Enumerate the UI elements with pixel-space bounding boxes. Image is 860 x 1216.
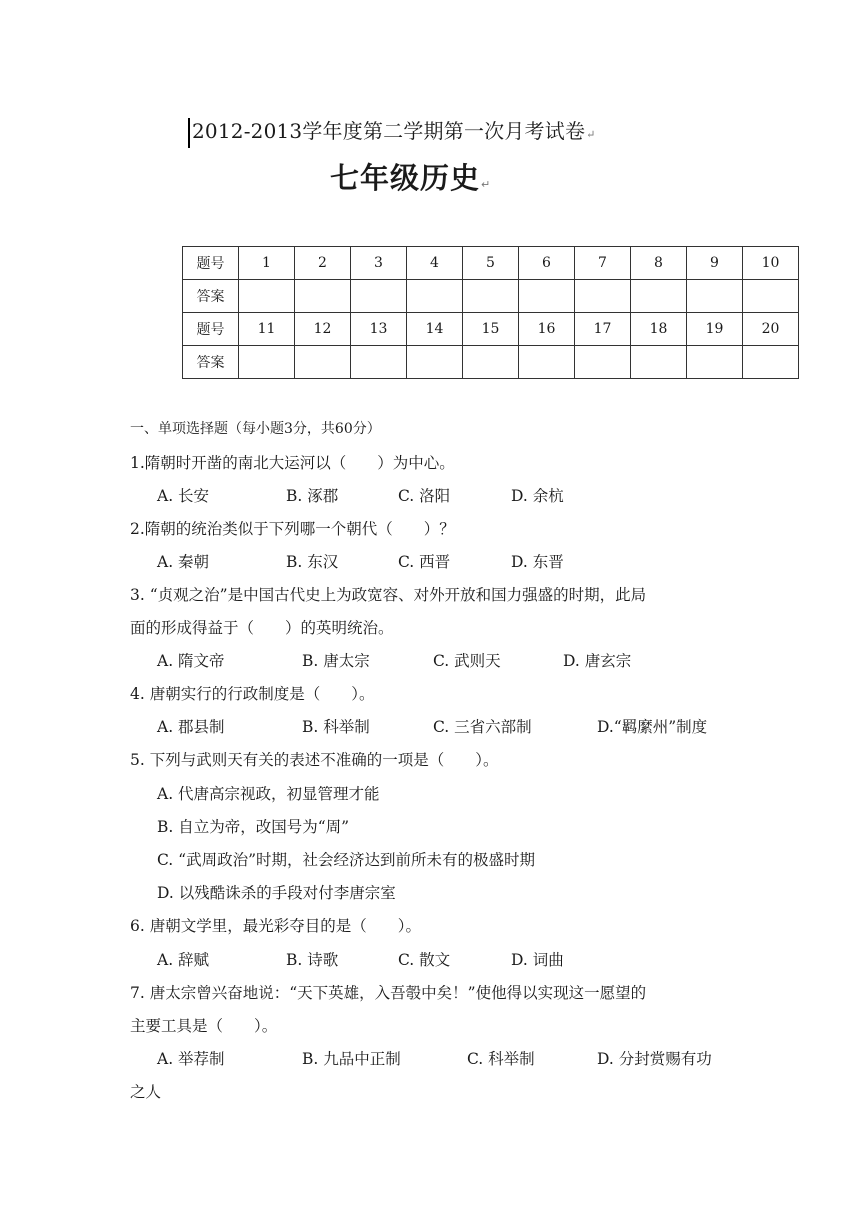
question-4: 4. 唐朝实行的行政制度是（ ）。 — [130, 685, 375, 703]
row-label-number: 题号 — [183, 247, 239, 280]
q5-option-d: D. 以残酷诛杀的手段对付李唐宗室 — [157, 884, 396, 902]
answer-cell[interactable] — [743, 346, 799, 379]
question-6: 6. 唐朝文学里，最光彩夺目的是（ ）。 — [130, 917, 421, 935]
q5-option-a: A. 代唐高宗视政，初显管理才能 — [157, 785, 380, 803]
exam-title — [188, 118, 596, 148]
answer-cell[interactable] — [295, 280, 351, 313]
q7-option-d: D. 分封赏赐有功 — [597, 1050, 712, 1068]
question-number-cell: 19 — [687, 313, 743, 346]
row-label-answer: 答案 — [183, 280, 239, 313]
question-1: 1.隋朝时开凿的南北大运河以（ ）为中心。 — [130, 454, 455, 472]
question-number-cell: 13 — [351, 313, 407, 346]
q3-option-a: A. 隋文帝 — [157, 652, 225, 670]
answer-cell[interactable] — [631, 346, 687, 379]
question-number-cell: 2 — [295, 247, 351, 280]
answer-cell[interactable] — [519, 346, 575, 379]
q7-option-d-continuation: 之人 — [130, 1083, 162, 1101]
answer-cell[interactable] — [687, 346, 743, 379]
answer-cell[interactable] — [239, 346, 295, 379]
answer-cell[interactable] — [463, 346, 519, 379]
q2-option-d: D. 东晋 — [511, 553, 564, 571]
answer-table — [182, 246, 799, 379]
answer-cell[interactable] — [631, 280, 687, 313]
question-number-cell: 15 — [463, 313, 519, 346]
q3-option-c: C. 武则天 — [433, 652, 501, 670]
q6-option-d: D. 词曲 — [511, 951, 564, 969]
question-3-line-2: 面的形成得益于（ ）的英明统治。 — [130, 619, 394, 637]
answer-cell[interactable] — [351, 280, 407, 313]
question-number-cell: 12 — [295, 313, 351, 346]
question-number-cell: 1 — [239, 247, 295, 280]
q7-option-b: B. 九品中正制 — [302, 1050, 401, 1068]
section-heading: 一、单项选择题（每小题3分，共60分） — [130, 421, 381, 437]
question-number-cell: 8 — [631, 247, 687, 280]
q6-option-c: C. 散文 — [398, 951, 451, 969]
paragraph-mark-icon: ↵ — [481, 178, 492, 191]
q5-option-b: B. 自立为帝，改国号为“周” — [157, 818, 350, 836]
q1-option-d: D. 余杭 — [511, 487, 564, 505]
q3-option-b: B. 唐太宗 — [302, 652, 370, 670]
q1-option-b: B. 涿郡 — [286, 487, 339, 505]
answer-table-answer-row — [183, 346, 799, 379]
question-number-cell: 17 — [575, 313, 631, 346]
question-number-cell: 4 — [407, 247, 463, 280]
question-number-cell: 16 — [519, 313, 575, 346]
question-number-cell: 10 — [743, 247, 799, 280]
q4-option-b: B. 科举制 — [302, 718, 370, 736]
answer-cell[interactable] — [575, 346, 631, 379]
subject-title — [330, 158, 491, 205]
question-number-cell: 14 — [407, 313, 463, 346]
answer-cell[interactable] — [743, 280, 799, 313]
q3-option-d: D. 唐玄宗 — [563, 652, 632, 670]
row-label-answer: 答案 — [183, 346, 239, 379]
q4-option-a: A. 郡县制 — [157, 718, 225, 736]
q4-option-d: D.“羁縻州”制度 — [597, 718, 708, 736]
question-2: 2.隋朝的统治类似于下列哪一个朝代（ ）？ — [130, 520, 455, 538]
q2-option-a: A. 秦朝 — [157, 553, 210, 571]
question-number-cell: 11 — [239, 313, 295, 346]
answer-cell[interactable] — [295, 346, 351, 379]
q6-option-b: B. 诗歌 — [286, 951, 339, 969]
question-number-cell: 6 — [519, 247, 575, 280]
answer-cell[interactable] — [687, 280, 743, 313]
question-number-cell: 20 — [743, 313, 799, 346]
question-7-line-2: 主要工具是（ ）。 — [130, 1017, 278, 1035]
q2-option-c: C. 西晋 — [398, 553, 451, 571]
q1-option-c: C. 洛阳 — [398, 487, 451, 505]
answer-table-number-row — [183, 247, 799, 280]
answer-table-number-row — [183, 313, 799, 346]
answer-cell[interactable] — [519, 280, 575, 313]
question-number-cell: 7 — [575, 247, 631, 280]
answer-cell[interactable] — [463, 280, 519, 313]
answer-cell[interactable] — [407, 346, 463, 379]
q7-option-c: C. 科举制 — [467, 1050, 535, 1068]
exam-title-text: 2012-2013学年度第二学期第一次月考试卷 — [192, 119, 586, 143]
row-label-number: 题号 — [183, 313, 239, 346]
question-number-cell: 3 — [351, 247, 407, 280]
q4-option-c: C. 三省六部制 — [433, 718, 532, 736]
answer-cell[interactable] — [239, 280, 295, 313]
answer-cell[interactable] — [575, 280, 631, 313]
answer-cell[interactable] — [407, 280, 463, 313]
question-number-cell: 5 — [463, 247, 519, 280]
question-number-cell: 9 — [687, 247, 743, 280]
question-5: 5. 下列与武则天有关的表述不准确的一项是（ ）。 — [130, 751, 499, 769]
q7-option-a: A. 举荐制 — [157, 1050, 225, 1068]
question-number-cell: 18 — [631, 313, 687, 346]
q1-option-a: A. 长安 — [157, 487, 210, 505]
q6-option-a: A. 辞赋 — [157, 951, 210, 969]
answer-cell[interactable] — [351, 346, 407, 379]
q5-option-c: C. “武周政治”时期，社会经济达到前所未有的极盛时期 — [157, 851, 536, 869]
answer-table-answer-row — [183, 280, 799, 313]
q2-option-b: B. 东汉 — [286, 553, 339, 571]
subject-title-text: 七年级历史 — [330, 161, 481, 195]
paragraph-mark-icon: ↵ — [586, 128, 596, 141]
question-7-line-1: 7. 唐太宗曾兴奋地说：“天下英雄，入吾彀中矣！”使他得以实现这一愿望的 — [130, 984, 647, 1002]
question-3-line-1: 3. “贞观之治”是中国古代史上为政宽容、对外开放和国力强盛的时期，此局 — [130, 586, 647, 604]
